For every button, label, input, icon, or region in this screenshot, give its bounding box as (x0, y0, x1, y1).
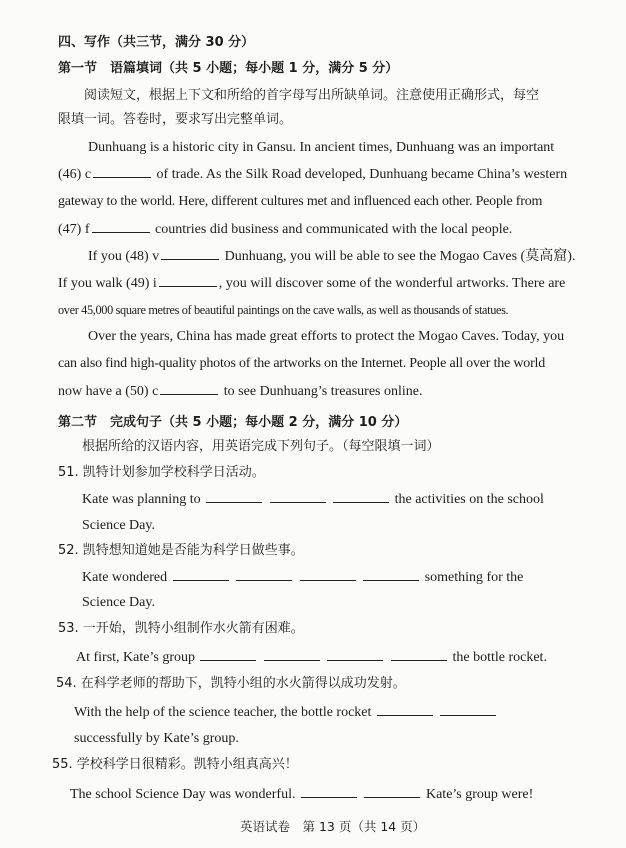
answer-blank-53-3[interactable] (327, 648, 383, 661)
passage-line: can also find high-quality photos of the artworks on the Internet. People all over the world (58, 356, 546, 371)
answer-blank-53-2[interactable] (264, 648, 320, 661)
passage-line: Dunhuang is a historic city in Gansu. In ancient times, Dunhuang was an important (88, 140, 555, 155)
answer-blank-49[interactable] (159, 274, 217, 287)
passage-line (88, 247, 575, 266)
answer-blank-50[interactable] (160, 382, 218, 395)
blank-label-50: now have a (50) c (58, 384, 159, 399)
part2-instruction: 根据所给的汉语内容，用英语完成下列句子。（每空限填一词） (82, 439, 440, 454)
answer-blank-52-2[interactable] (236, 568, 292, 581)
sentence-text: Kate’s group were! (425, 787, 534, 802)
sentence-text: Kate was planning to (82, 492, 201, 507)
passage-text: of trade. As the Silk Road developed, Dunhuang became China’s western (156, 167, 568, 182)
answer-blank-46[interactable] (93, 165, 151, 178)
passage-line: gateway to the world. Here, different cultures met and influenced each other. People from (58, 194, 543, 209)
answer-blank-55-2[interactable] (364, 785, 420, 798)
sentence-text: At first, Kate’s group (76, 650, 195, 665)
question-53-prompt: 53. 一开始，凯特小组制作水火箭有困难。 (58, 621, 304, 636)
question-55-sentence (70, 785, 533, 804)
answer-blank-47[interactable] (92, 220, 150, 233)
answer-blank-55-1[interactable] (301, 785, 357, 798)
question-52-sentence (82, 568, 523, 587)
passage-line (58, 220, 512, 239)
passage-line (58, 165, 567, 184)
question-54-sentence (74, 703, 498, 722)
blank-label-46: (46) c (58, 167, 92, 182)
question-51-sentence-end: Science Day. (82, 518, 155, 533)
passage-text: countries did business and communicated with the local people. (155, 222, 513, 237)
blank-label-47: (47) f (58, 222, 90, 237)
answer-blank-51-2[interactable] (270, 490, 326, 503)
answer-blank-53-1[interactable] (200, 648, 256, 661)
answer-blank-51-1[interactable] (206, 490, 262, 503)
sentence-text: Kate wondered (82, 570, 168, 585)
passage-line (58, 382, 422, 401)
question-52-sentence-end: Science Day. (82, 595, 155, 610)
sentence-text: the bottle rocket. (452, 650, 547, 665)
part1-title: 第一节 语篇填词（共 5 小题；每小题 1 分，满分 5 分） (58, 61, 399, 76)
part1-instruction-1: 阅读短文，根据上下文和所给的首字母写出所缺单词。注意使用正确形式，每空 (84, 88, 540, 103)
section-title: 四、写作（共三节，满分 30 分） (58, 35, 255, 50)
passage-line (58, 274, 565, 293)
sentence-text: the activities on the school (394, 492, 544, 507)
part1-instruction-2: 限填一词。答卷时，要求写出完整单词。 (58, 112, 293, 127)
passage-text: , you will discover some of the wonderful artworks. There are (218, 276, 566, 291)
answer-blank-54-1[interactable] (377, 703, 433, 716)
question-52-prompt: 52. 凯特想知道她是否能为科学日做些事。 (58, 543, 304, 558)
answer-blank-48[interactable] (161, 247, 219, 260)
page-footer: 英语试卷 第 13 页（共 14 页） (240, 819, 426, 834)
question-53-sentence (76, 648, 547, 667)
answer-blank-54-2[interactable] (440, 703, 496, 716)
sentence-text: With the help of the science teacher, the bottle rocket (74, 705, 372, 720)
question-51-sentence (82, 490, 544, 509)
answer-blank-52-4[interactable] (363, 568, 419, 581)
blank-label-48: If you (48) v (88, 249, 160, 264)
part2-title: 第二节 完成句子（共 5 小题；每小题 2 分，满分 10 分） (58, 415, 408, 430)
question-51-prompt: 51. 凯特计划参加学校科学日活动。 (58, 465, 265, 480)
passage-text: to see Dunhuang’s treasures online. (223, 384, 423, 399)
passage-line: over 45,000 square metres of beautiful paintings on the cave walls, as well as thousands of statues. (58, 303, 509, 317)
answer-blank-52-3[interactable] (300, 568, 356, 581)
answer-blank-53-4[interactable] (391, 648, 447, 661)
answer-blank-51-3[interactable] (333, 490, 389, 503)
question-54-prompt: 54. 在科学老师的帮助下，凯特小组的水火箭得以成功发射。 (56, 676, 406, 691)
answer-blank-52-1[interactable] (173, 568, 229, 581)
sentence-text: The school Science Day was wonderful. (70, 787, 296, 802)
question-55-prompt: 55. 学校科学日很精彩。凯特小组真高兴！ (52, 757, 298, 772)
passage-text: Dunhuang, you will be able to see the Mogao Caves (莫高窟). (224, 249, 576, 264)
sentence-text: something for the (424, 570, 524, 585)
blank-label-49: If you walk (49) i (58, 276, 157, 291)
passage-line: Over the years, China has made great efforts to protect the Mogao Caves. Today, you (88, 329, 565, 344)
question-54-sentence-end: successfully by Kate’s group. (74, 731, 239, 746)
